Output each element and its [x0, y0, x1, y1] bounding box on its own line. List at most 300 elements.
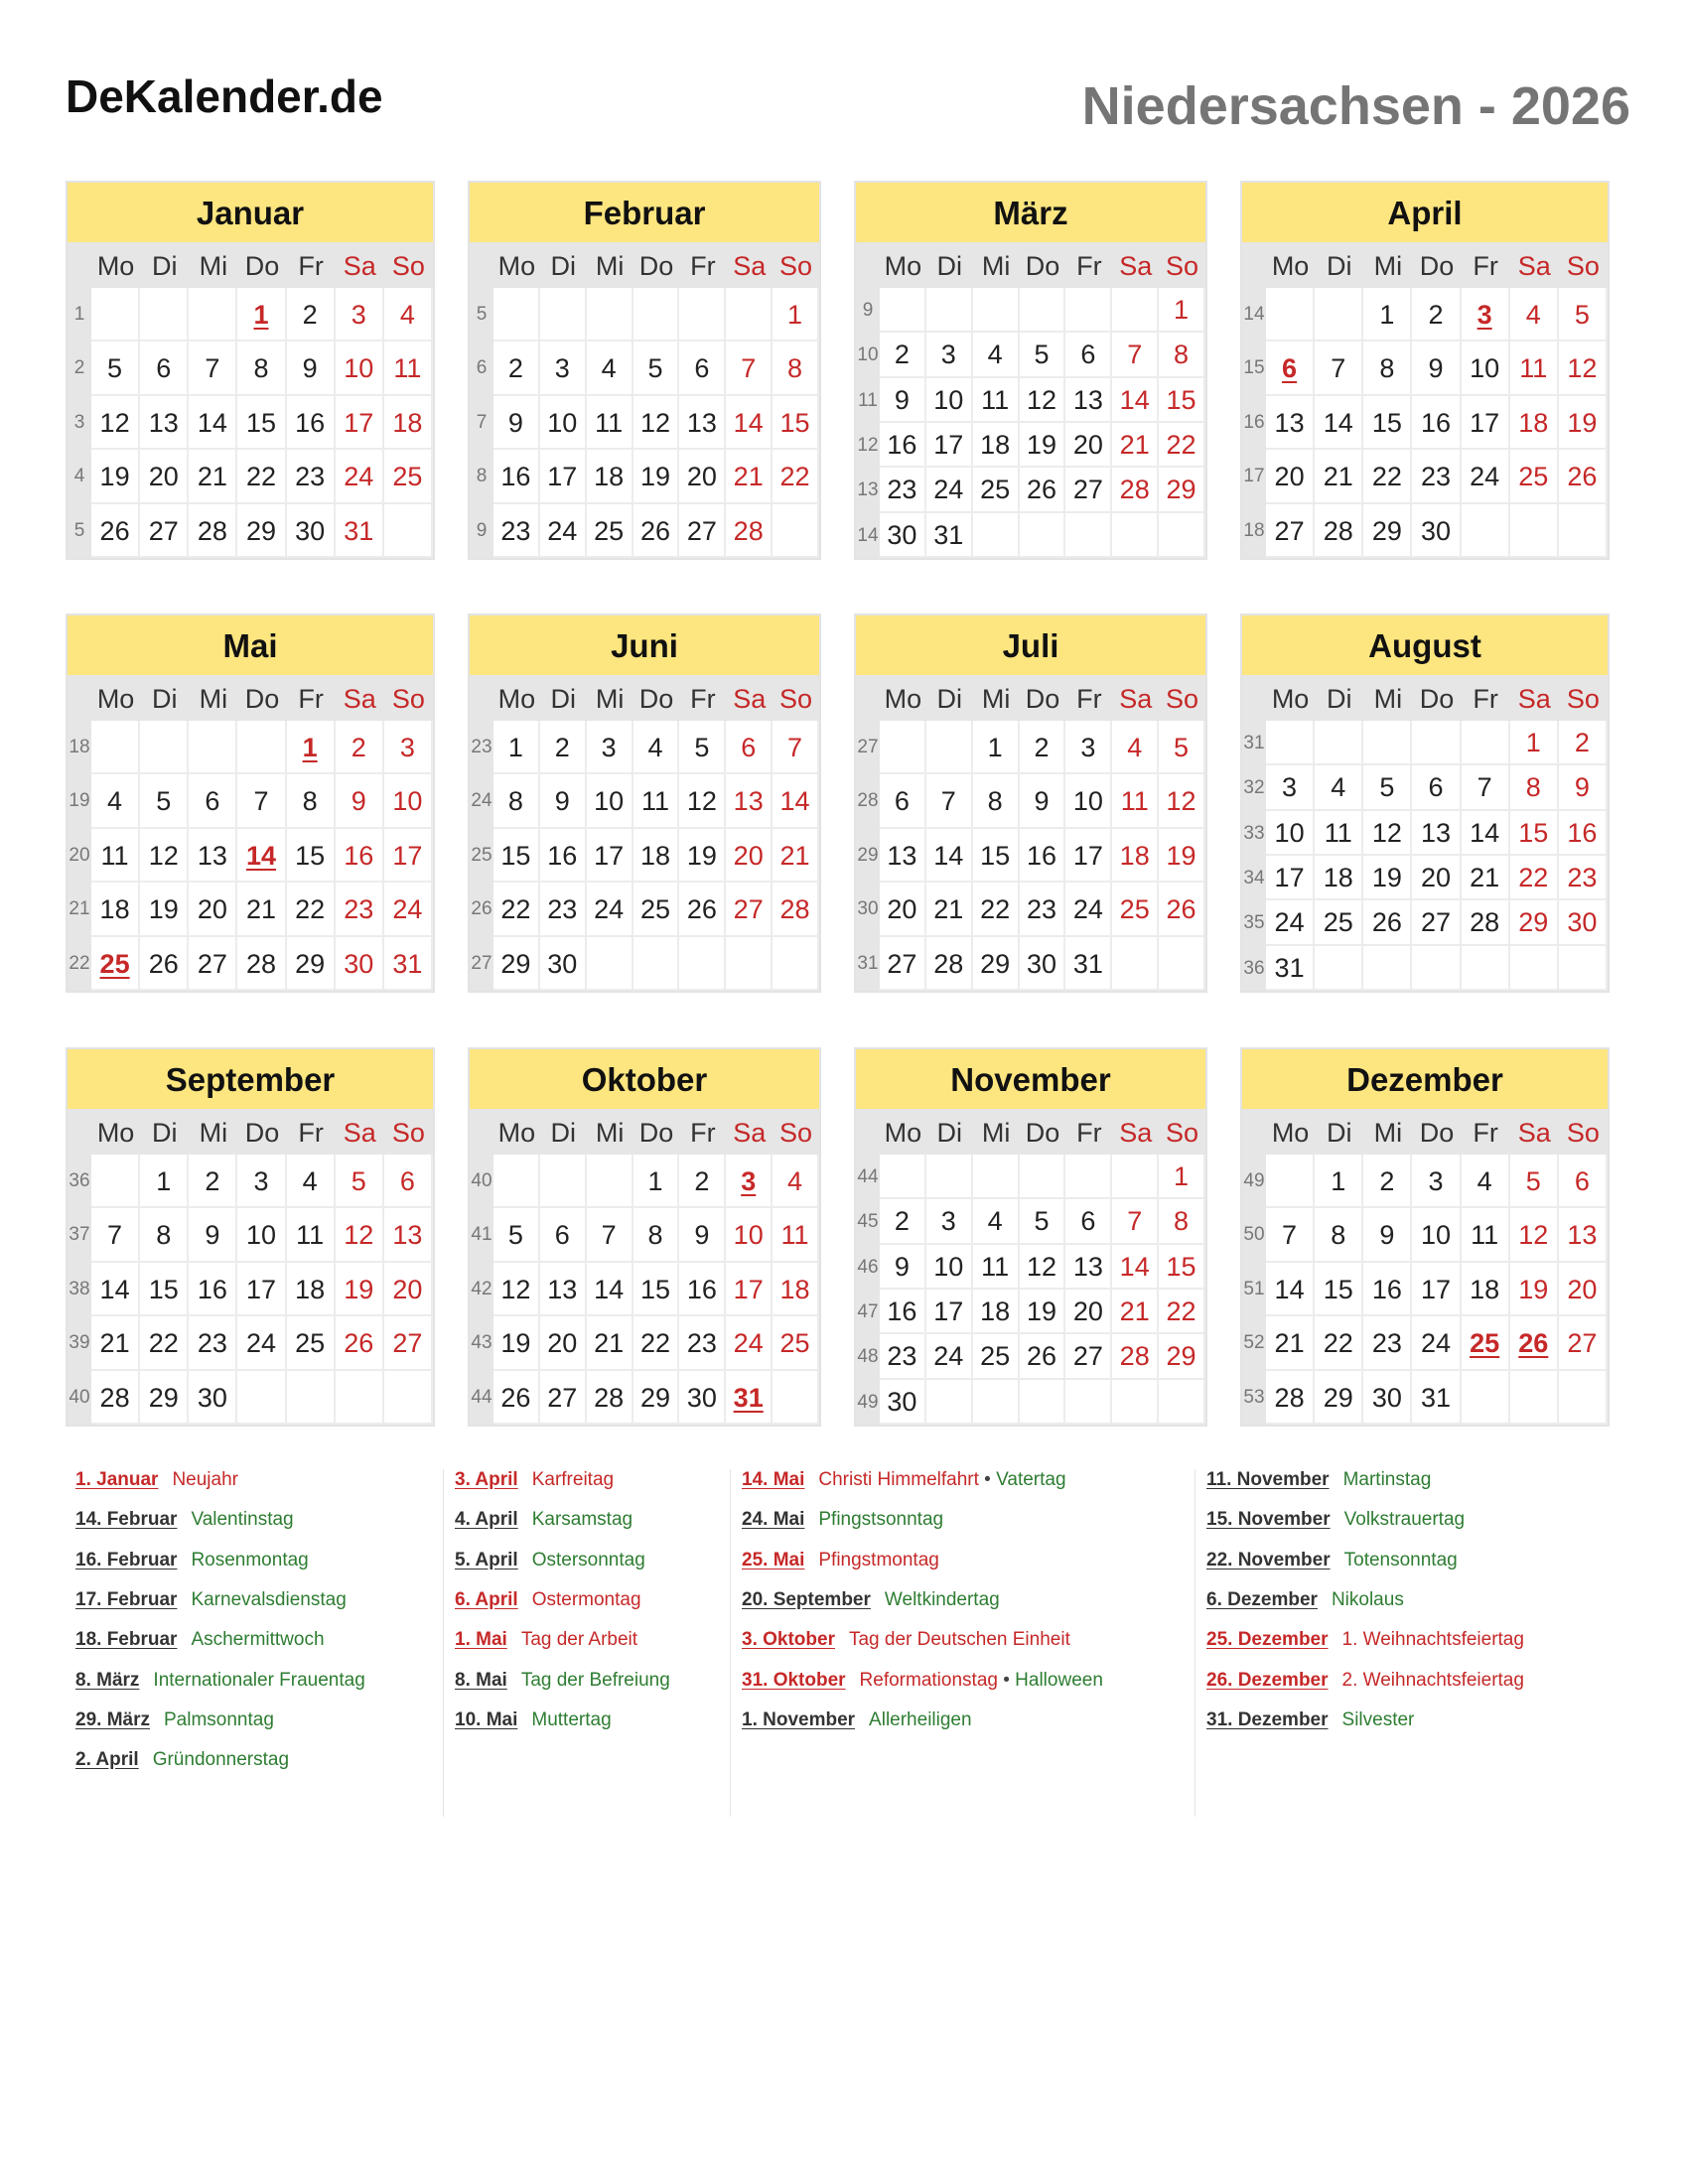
day-cell[interactable]: 2 — [1412, 288, 1461, 341]
day-cell[interactable]: 27 — [726, 883, 773, 936]
day-cell[interactable]: 1 — [1159, 1155, 1205, 1199]
day-cell[interactable]: 24 — [237, 1316, 286, 1370]
day-cell[interactable]: 6 — [679, 341, 726, 395]
holiday-day-cell[interactable]: 25 — [1462, 1316, 1510, 1370]
day-cell[interactable]: 5 — [336, 1155, 384, 1208]
day-cell[interactable]: 14 — [189, 396, 237, 450]
day-cell[interactable]: 5 — [1363, 765, 1412, 810]
day-cell[interactable]: 13 — [1065, 1245, 1112, 1290]
day-cell[interactable]: 17 — [237, 1263, 286, 1316]
day-cell[interactable]: 17 — [926, 423, 973, 468]
day-cell[interactable]: 29 — [1159, 468, 1205, 512]
day-cell[interactable]: 11 — [1315, 811, 1363, 856]
day-cell[interactable]: 22 — [287, 883, 336, 936]
day-cell[interactable]: 20 — [384, 1263, 433, 1316]
day-cell[interactable]: 20 — [679, 450, 726, 503]
day-cell[interactable]: 5 — [679, 721, 726, 774]
day-cell[interactable]: 10 — [237, 1208, 286, 1262]
holiday-date-link[interactable]: 2. April — [75, 1749, 139, 1771]
day-cell[interactable]: 29 — [140, 1371, 189, 1425]
day-cell[interactable]: 3 — [237, 1155, 286, 1208]
day-cell[interactable]: 30 — [880, 1380, 926, 1425]
day-cell[interactable]: 10 — [384, 774, 433, 828]
day-cell[interactable]: 2 — [1363, 1155, 1412, 1208]
holiday-date-link[interactable]: 15. November — [1206, 1509, 1331, 1531]
holiday-date-link[interactable]: 14. Februar — [75, 1509, 178, 1531]
holiday-date-link[interactable]: 3. Oktober — [742, 1629, 835, 1651]
day-cell[interactable]: 15 — [237, 396, 286, 450]
day-cell[interactable]: 7 — [773, 721, 819, 774]
holiday-date-link[interactable]: 25. Mai — [742, 1549, 805, 1570]
day-cell[interactable]: 6 — [1065, 333, 1112, 377]
day-cell[interactable]: 22 — [1510, 856, 1559, 900]
day-cell[interactable]: 28 — [773, 883, 819, 936]
day-cell[interactable]: 14 — [1266, 1263, 1315, 1316]
day-cell[interactable]: 1 — [1315, 1155, 1363, 1208]
day-cell[interactable]: 4 — [1315, 765, 1363, 810]
day-cell[interactable]: 12 — [140, 829, 189, 883]
day-cell[interactable]: 26 — [336, 1316, 384, 1370]
day-cell[interactable]: 18 — [773, 1263, 819, 1316]
day-cell[interactable]: 26 — [1159, 883, 1205, 936]
day-cell[interactable]: 23 — [189, 1316, 237, 1370]
day-cell[interactable]: 17 — [1266, 856, 1315, 900]
holiday-date-link[interactable]: 17. Februar — [75, 1588, 178, 1610]
day-cell[interactable]: 30 — [336, 937, 384, 991]
day-cell[interactable]: 28 — [1315, 504, 1363, 558]
day-cell[interactable]: 2 — [493, 341, 540, 395]
day-cell[interactable]: 23 — [1363, 1316, 1412, 1370]
day-cell[interactable]: 9 — [1559, 765, 1608, 810]
day-cell[interactable]: 24 — [1462, 450, 1510, 503]
day-cell[interactable]: 17 — [587, 829, 633, 883]
day-cell[interactable]: 28 — [1462, 900, 1510, 945]
day-cell[interactable]: 5 — [633, 341, 680, 395]
holiday-date-link[interactable]: 25. Dezember — [1206, 1629, 1329, 1651]
day-cell[interactable]: 22 — [237, 450, 286, 503]
day-cell[interactable]: 13 — [880, 829, 926, 883]
day-cell[interactable]: 29 — [1159, 1334, 1205, 1379]
day-cell[interactable]: 6 — [1412, 765, 1461, 810]
day-cell[interactable]: 24 — [926, 1334, 973, 1379]
day-cell[interactable]: 28 — [1112, 1334, 1159, 1379]
day-cell[interactable]: 26 — [633, 504, 680, 558]
day-cell[interactable]: 27 — [1559, 1316, 1608, 1370]
day-cell[interactable]: 11 — [1462, 1208, 1510, 1262]
day-cell[interactable]: 3 — [587, 721, 633, 774]
day-cell[interactable]: 21 — [1266, 1316, 1315, 1370]
day-cell[interactable]: 3 — [926, 333, 973, 377]
day-cell[interactable]: 16 — [1559, 811, 1608, 856]
day-cell[interactable]: 26 — [493, 1371, 540, 1425]
holiday-date-link[interactable]: 14. Mai — [742, 1469, 805, 1490]
day-cell[interactable]: 4 — [1510, 288, 1559, 341]
day-cell[interactable]: 17 — [384, 829, 433, 883]
day-cell[interactable]: 14 — [726, 396, 773, 450]
day-cell[interactable]: 19 — [140, 883, 189, 936]
day-cell[interactable]: 17 — [336, 396, 384, 450]
day-cell[interactable]: 7 — [189, 341, 237, 395]
day-cell[interactable]: 15 — [773, 396, 819, 450]
day-cell[interactable]: 7 — [1112, 333, 1159, 377]
day-cell[interactable]: 12 — [633, 396, 680, 450]
day-cell[interactable]: 6 — [540, 1208, 587, 1262]
holiday-day-cell[interactable]: 6 — [1266, 341, 1315, 395]
day-cell[interactable]: 2 — [1020, 721, 1066, 774]
day-cell[interactable]: 12 — [1559, 341, 1608, 395]
day-cell[interactable]: 15 — [1159, 1245, 1205, 1290]
day-cell[interactable]: 8 — [287, 774, 336, 828]
day-cell[interactable]: 25 — [1112, 883, 1159, 936]
day-cell[interactable]: 12 — [336, 1208, 384, 1262]
site-logo[interactable]: DeKalender.de — [66, 70, 383, 122]
day-cell[interactable]: 24 — [1065, 883, 1112, 936]
day-cell[interactable]: 6 — [189, 774, 237, 828]
day-cell[interactable]: 3 — [540, 341, 587, 395]
day-cell[interactable]: 13 — [1266, 396, 1315, 450]
day-cell[interactable]: 30 — [1020, 937, 1066, 991]
day-cell[interactable]: 18 — [587, 450, 633, 503]
day-cell[interactable]: 31 — [384, 937, 433, 991]
day-cell[interactable]: 26 — [1020, 468, 1066, 512]
day-cell[interactable]: 8 — [1159, 333, 1205, 377]
day-cell[interactable]: 4 — [587, 341, 633, 395]
day-cell[interactable]: 18 — [973, 423, 1020, 468]
day-cell[interactable]: 5 — [1510, 1155, 1559, 1208]
day-cell[interactable]: 10 — [726, 1208, 773, 1262]
day-cell[interactable]: 1 — [1363, 288, 1412, 341]
day-cell[interactable]: 10 — [587, 774, 633, 828]
day-cell[interactable]: 28 — [237, 937, 286, 991]
day-cell[interactable]: 16 — [880, 1290, 926, 1334]
day-cell[interactable]: 23 — [336, 883, 384, 936]
day-cell[interactable]: 17 — [1065, 829, 1112, 883]
holiday-date-link[interactable]: 18. Februar — [75, 1629, 178, 1651]
day-cell[interactable]: 28 — [926, 937, 973, 991]
day-cell[interactable]: 8 — [633, 1208, 680, 1262]
day-cell[interactable]: 11 — [1112, 774, 1159, 828]
day-cell[interactable]: 18 — [384, 396, 433, 450]
day-cell[interactable]: 21 — [726, 450, 773, 503]
day-cell[interactable]: 9 — [493, 396, 540, 450]
day-cell[interactable]: 16 — [493, 450, 540, 503]
day-cell[interactable]: 4 — [773, 1155, 819, 1208]
day-cell[interactable]: 3 — [1266, 765, 1315, 810]
day-cell[interactable]: 22 — [1159, 423, 1205, 468]
day-cell[interactable]: 4 — [287, 1155, 336, 1208]
day-cell[interactable]: 11 — [91, 829, 140, 883]
day-cell[interactable]: 30 — [1559, 900, 1608, 945]
day-cell[interactable]: 7 — [726, 341, 773, 395]
day-cell[interactable]: 24 — [926, 468, 973, 512]
day-cell[interactable]: 10 — [336, 341, 384, 395]
day-cell[interactable]: 11 — [287, 1208, 336, 1262]
day-cell[interactable]: 8 — [237, 341, 286, 395]
day-cell[interactable]: 15 — [1510, 811, 1559, 856]
day-cell[interactable]: 1 — [140, 1155, 189, 1208]
day-cell[interactable]: 18 — [1112, 829, 1159, 883]
day-cell[interactable]: 5 — [140, 774, 189, 828]
day-cell[interactable]: 8 — [140, 1208, 189, 1262]
day-cell[interactable]: 29 — [973, 937, 1020, 991]
day-cell[interactable]: 9 — [287, 341, 336, 395]
day-cell[interactable]: 31 — [1412, 1371, 1461, 1425]
day-cell[interactable]: 10 — [926, 378, 973, 423]
day-cell[interactable]: 6 — [384, 1155, 433, 1208]
day-cell[interactable]: 3 — [926, 1199, 973, 1244]
day-cell[interactable]: 20 — [1065, 1290, 1112, 1334]
day-cell[interactable]: 14 — [91, 1263, 140, 1316]
day-cell[interactable]: 24 — [726, 1316, 773, 1370]
day-cell[interactable]: 19 — [336, 1263, 384, 1316]
day-cell[interactable]: 23 — [1559, 856, 1608, 900]
day-cell[interactable]: 9 — [540, 774, 587, 828]
day-cell[interactable]: 19 — [493, 1316, 540, 1370]
day-cell[interactable]: 20 — [1559, 1263, 1608, 1316]
day-cell[interactable]: 2 — [880, 1199, 926, 1244]
day-cell[interactable]: 3 — [384, 721, 433, 774]
holiday-date-link[interactable]: 8. Mai — [455, 1669, 507, 1691]
day-cell[interactable]: 4 — [633, 721, 680, 774]
day-cell[interactable]: 14 — [926, 829, 973, 883]
day-cell[interactable]: 30 — [189, 1371, 237, 1425]
day-cell[interactable]: 18 — [973, 1290, 1020, 1334]
day-cell[interactable]: 8 — [973, 774, 1020, 828]
day-cell[interactable]: 8 — [773, 341, 819, 395]
day-cell[interactable]: 24 — [587, 883, 633, 936]
day-cell[interactable]: 20 — [1065, 423, 1112, 468]
day-cell[interactable]: 28 — [726, 504, 773, 558]
day-cell[interactable]: 24 — [1412, 1316, 1461, 1370]
day-cell[interactable]: 20 — [189, 883, 237, 936]
day-cell[interactable]: 15 — [1315, 1263, 1363, 1316]
day-cell[interactable]: 7 — [237, 774, 286, 828]
day-cell[interactable]: 28 — [587, 1371, 633, 1425]
day-cell[interactable]: 10 — [1462, 341, 1510, 395]
day-cell[interactable]: 20 — [1412, 856, 1461, 900]
day-cell[interactable]: 23 — [880, 1334, 926, 1379]
day-cell[interactable]: 4 — [91, 774, 140, 828]
day-cell[interactable]: 2 — [336, 721, 384, 774]
day-cell[interactable]: 7 — [1462, 765, 1510, 810]
day-cell[interactable]: 6 — [140, 341, 189, 395]
day-cell[interactable]: 16 — [287, 396, 336, 450]
day-cell[interactable]: 1 — [493, 721, 540, 774]
day-cell[interactable]: 17 — [1462, 396, 1510, 450]
holiday-day-cell[interactable]: 1 — [237, 288, 286, 341]
day-cell[interactable]: 13 — [140, 396, 189, 450]
day-cell[interactable]: 31 — [1266, 946, 1315, 991]
day-cell[interactable]: 27 — [1266, 504, 1315, 558]
holiday-date-link[interactable]: 6. Dezember — [1206, 1588, 1318, 1610]
day-cell[interactable]: 15 — [973, 829, 1020, 883]
day-cell[interactable]: 27 — [679, 504, 726, 558]
day-cell[interactable]: 23 — [1412, 450, 1461, 503]
day-cell[interactable]: 21 — [1462, 856, 1510, 900]
day-cell[interactable]: 9 — [679, 1208, 726, 1262]
day-cell[interactable]: 6 — [1559, 1155, 1608, 1208]
day-cell[interactable]: 19 — [91, 450, 140, 503]
day-cell[interactable]: 20 — [880, 883, 926, 936]
day-cell[interactable]: 15 — [140, 1263, 189, 1316]
day-cell[interactable]: 19 — [1510, 1263, 1559, 1316]
holiday-date-link[interactable]: 4. April — [455, 1509, 518, 1531]
day-cell[interactable]: 23 — [679, 1316, 726, 1370]
day-cell[interactable]: 4 — [1462, 1155, 1510, 1208]
day-cell[interactable]: 27 — [540, 1371, 587, 1425]
day-cell[interactable]: 19 — [633, 450, 680, 503]
day-cell[interactable]: 26 — [140, 937, 189, 991]
day-cell[interactable]: 12 — [493, 1263, 540, 1316]
day-cell[interactable]: 12 — [1020, 1245, 1066, 1290]
day-cell[interactable]: 26 — [1559, 450, 1608, 503]
holiday-day-cell[interactable]: 1 — [287, 721, 336, 774]
day-cell[interactable]: 12 — [1363, 811, 1412, 856]
day-cell[interactable]: 22 — [1363, 450, 1412, 503]
day-cell[interactable]: 23 — [287, 450, 336, 503]
day-cell[interactable]: 5 — [91, 341, 140, 395]
day-cell[interactable]: 8 — [1159, 1199, 1205, 1244]
holiday-date-link[interactable]: 22. November — [1206, 1549, 1331, 1570]
day-cell[interactable]: 22 — [973, 883, 1020, 936]
day-cell[interactable]: 15 — [633, 1263, 680, 1316]
day-cell[interactable]: 18 — [633, 829, 680, 883]
holiday-day-cell[interactable]: 3 — [1462, 288, 1510, 341]
day-cell[interactable]: 19 — [1020, 423, 1066, 468]
day-cell[interactable]: 10 — [540, 396, 587, 450]
day-cell[interactable]: 23 — [880, 468, 926, 512]
day-cell[interactable]: 21 — [91, 1316, 140, 1370]
day-cell[interactable]: 16 — [1363, 1263, 1412, 1316]
day-cell[interactable]: 20 — [540, 1316, 587, 1370]
day-cell[interactable]: 29 — [1363, 504, 1412, 558]
day-cell[interactable]: 19 — [1020, 1290, 1066, 1334]
day-cell[interactable]: 8 — [493, 774, 540, 828]
day-cell[interactable]: 25 — [1510, 450, 1559, 503]
day-cell[interactable]: 7 — [91, 1208, 140, 1262]
day-cell[interactable]: 9 — [189, 1208, 237, 1262]
day-cell[interactable]: 15 — [1159, 378, 1205, 423]
holiday-date-link[interactable]: 3. April — [455, 1469, 518, 1490]
day-cell[interactable]: 24 — [384, 883, 433, 936]
day-cell[interactable]: 1 — [973, 721, 1020, 774]
day-cell[interactable]: 9 — [880, 378, 926, 423]
day-cell[interactable]: 19 — [679, 829, 726, 883]
day-cell[interactable]: 30 — [1412, 504, 1461, 558]
day-cell[interactable]: 25 — [633, 883, 680, 936]
day-cell[interactable]: 23 — [493, 504, 540, 558]
day-cell[interactable]: 19 — [1363, 856, 1412, 900]
day-cell[interactable]: 27 — [1065, 1334, 1112, 1379]
day-cell[interactable]: 5 — [1020, 333, 1066, 377]
day-cell[interactable]: 14 — [1112, 378, 1159, 423]
day-cell[interactable]: 16 — [880, 423, 926, 468]
day-cell[interactable]: 26 — [1363, 900, 1412, 945]
day-cell[interactable]: 10 — [1266, 811, 1315, 856]
holiday-day-cell[interactable]: 31 — [726, 1371, 773, 1425]
day-cell[interactable]: 24 — [1266, 900, 1315, 945]
day-cell[interactable]: 17 — [926, 1290, 973, 1334]
day-cell[interactable]: 20 — [140, 450, 189, 503]
day-cell[interactable]: 25 — [973, 1334, 1020, 1379]
day-cell[interactable]: 2 — [189, 1155, 237, 1208]
day-cell[interactable]: 14 — [1462, 811, 1510, 856]
day-cell[interactable]: 21 — [587, 1316, 633, 1370]
day-cell[interactable]: 16 — [679, 1263, 726, 1316]
day-cell[interactable]: 17 — [1412, 1263, 1461, 1316]
day-cell[interactable]: 16 — [1020, 829, 1066, 883]
day-cell[interactable]: 28 — [189, 504, 237, 558]
day-cell[interactable]: 26 — [679, 883, 726, 936]
day-cell[interactable]: 18 — [1462, 1263, 1510, 1316]
day-cell[interactable]: 8 — [1510, 765, 1559, 810]
day-cell[interactable]: 21 — [1112, 1290, 1159, 1334]
day-cell[interactable]: 30 — [880, 513, 926, 558]
day-cell[interactable]: 1 — [633, 1155, 680, 1208]
day-cell[interactable]: 27 — [1065, 468, 1112, 512]
day-cell[interactable]: 27 — [189, 937, 237, 991]
day-cell[interactable]: 15 — [1363, 396, 1412, 450]
day-cell[interactable]: 6 — [880, 774, 926, 828]
day-cell[interactable]: 25 — [773, 1316, 819, 1370]
day-cell[interactable]: 12 — [1159, 774, 1205, 828]
day-cell[interactable]: 24 — [540, 504, 587, 558]
day-cell[interactable]: 7 — [1112, 1199, 1159, 1244]
day-cell[interactable]: 11 — [773, 1208, 819, 1262]
day-cell[interactable]: 19 — [1559, 396, 1608, 450]
day-cell[interactable]: 2 — [287, 288, 336, 341]
day-cell[interactable]: 13 — [726, 774, 773, 828]
day-cell[interactable]: 3 — [1065, 721, 1112, 774]
day-cell[interactable]: 9 — [1020, 774, 1066, 828]
day-cell[interactable]: 25 — [973, 468, 1020, 512]
day-cell[interactable]: 25 — [287, 1316, 336, 1370]
day-cell[interactable]: 29 — [1315, 1371, 1363, 1425]
holiday-date-link[interactable]: 31. Oktober — [742, 1669, 846, 1691]
day-cell[interactable]: 14 — [773, 774, 819, 828]
day-cell[interactable]: 22 — [773, 450, 819, 503]
day-cell[interactable]: 26 — [1020, 1334, 1066, 1379]
day-cell[interactable]: 13 — [189, 829, 237, 883]
day-cell[interactable]: 11 — [1510, 341, 1559, 395]
day-cell[interactable]: 29 — [493, 937, 540, 991]
day-cell[interactable]: 20 — [1266, 450, 1315, 503]
holiday-date-link[interactable]: 29. März — [75, 1708, 150, 1730]
day-cell[interactable]: 17 — [726, 1263, 773, 1316]
day-cell[interactable]: 12 — [91, 396, 140, 450]
day-cell[interactable]: 28 — [1266, 1371, 1315, 1425]
day-cell[interactable]: 13 — [679, 396, 726, 450]
day-cell[interactable]: 26 — [91, 504, 140, 558]
day-cell[interactable]: 11 — [384, 341, 433, 395]
day-cell[interactable]: 30 — [287, 504, 336, 558]
holiday-date-link[interactable]: 10. Mai — [455, 1708, 518, 1730]
day-cell[interactable]: 29 — [287, 937, 336, 991]
day-cell[interactable]: 29 — [237, 504, 286, 558]
day-cell[interactable]: 7 — [587, 1208, 633, 1262]
day-cell[interactable]: 9 — [880, 1245, 926, 1290]
day-cell[interactable]: 18 — [1510, 396, 1559, 450]
day-cell[interactable]: 11 — [973, 378, 1020, 423]
day-cell[interactable]: 16 — [189, 1263, 237, 1316]
day-cell[interactable]: 18 — [287, 1263, 336, 1316]
day-cell[interactable]: 6 — [1065, 1199, 1112, 1244]
day-cell[interactable]: 29 — [1510, 900, 1559, 945]
day-cell[interactable]: 8 — [1315, 1208, 1363, 1262]
day-cell[interactable]: 13 — [384, 1208, 433, 1262]
holiday-date-link[interactable]: 5. April — [455, 1549, 518, 1570]
day-cell[interactable]: 3 — [336, 288, 384, 341]
